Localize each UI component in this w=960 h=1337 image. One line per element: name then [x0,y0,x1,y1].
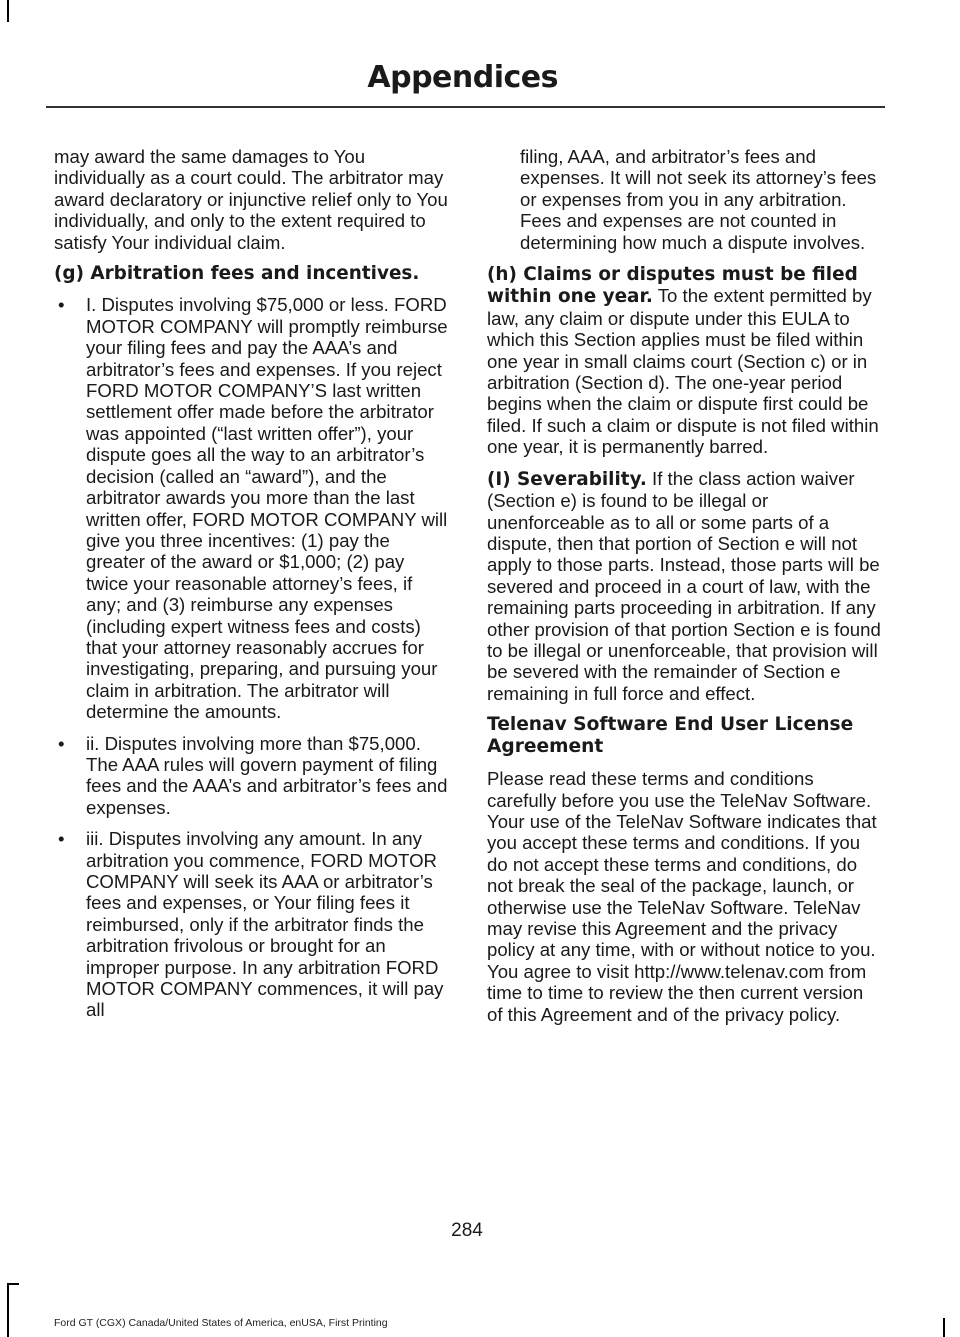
section-i-heading: (I) Severability. [487,468,647,490]
page-title: Appendices [367,60,558,95]
crop-mark-bottom-left [7,1283,9,1337]
list-item: • I. Disputes involving $75,000 or less. FORD MOTOR COMPANY will promptly reimburse your filing fees and pay the AAA’s and arbitrator’s fees and expenses. If you reject FORD MOTOR COMPANY’S last written settlement offer made before the arbitrator was appointed (“last written offer”), your dispute goes all the way to an arbitrator’s decision (called an “award”), and the arbitrator awards you more than the last written offer, FORD MOTOR COMPANY will give you three incentives: (1) pay the greater of the award or $1,000; (2) pay twice your reasonable attorney’s fees, if any; and (3) reimburse any expenses (including expert witness fees and costs) that your attorney reasonably accrues for investigating, preparing, and pursuing your claim in arbitration. The arbitrator will determine the amounts. [54,294,448,722]
intro-paragraph: may award the same damages to You individually as a court could. The arbitrator may award declaratory or injunctive relief only to You individually, and only to the extent required to satisfy Your individual claim. [54,146,448,253]
section-i-paragraph [487,468,881,704]
list-item: • ii. Disputes involving more than $75,000. The AAA rules will govern payment of filing fees and the AAA’s and arbitrator’s fees and expenses. [54,733,448,819]
section-h-paragraph [487,263,881,458]
section-h-heading: (h) Claims or disputes must be filed within one year. [487,264,858,308]
header-rule [46,106,885,108]
telenav-heading: Telenav Software End User License Agreement [487,714,854,758]
left-column [54,146,448,1031]
crop-mark-bottom-left-horizontal [7,1283,19,1285]
section-i-text: If the class action waiver (Section e) is found to be illegal or unenforceable as to all or some parts of a dispute, then that portion of Section e will not apply to those parts. Instead, those parts will be severed and proceed in a court of law, with the remaining parts proceeding in arbitration. If any other provision of that portion Section e is found to be illegal or unenforceable, that provision will be severed with the remainder of Section e remaining in full force and effect. [487,467,881,704]
section-g-heading: (g) Arbitration fees and incentives. [54,263,420,285]
right-column [487,146,881,1035]
section-h-text: To the extent permitted by law, any claim or dispute under this EULA to which this Section applies must be filed within one year in small claims court (Section c) or in arbitration (Section d). The one-year period begins when the claim or dispute first could be filed. If such a claim or dispute is not filed within one year, it is permanently barred. [487,285,879,458]
footer-text: Ford GT (CGX) Canada/United States of America, enUSA, First Printing [54,1317,388,1329]
crop-mark-top-left [7,0,9,22]
telenav-paragraph: Please read these terms and conditions carefully before you use the TeleNav Software. Your use of the TeleNav Software indicates that you accept these terms and conditions. If you do not accept these terms and conditions, do not break the seal of the package, launch, or otherwise use the TeleNav Software. TeleNav may revise this Agreement and the privacy policy at any time, with or without notice to you. You agree to visit http://www.telenav.com from time to time to review the then current version of this Agreement and of the privacy policy. [487,768,877,1025]
bullet-continuation: filing, AAA, and arbitrator’s fees and expenses. It will not seek its attorney’s fees or expenses from you in any arbitration. Fees and expenses are not counted in determining how much a dispute involves. [520,146,877,253]
fees-bullet-list [54,294,448,1020]
page-number: 284 [451,1220,483,1241]
list-item: • iii. Disputes involving any amount. In any arbitration you commence, FORD MOTOR COMPANY will seek its AAA or arbitrator’s fees and expenses, or Your filing fees it reimbursed, only if the arbitrator finds the arbitration frivolous or brought for an improper purpose. In any arbitration FORD MOTOR COMPANY commences, it will pay all [54,828,448,1021]
crop-mark-bottom-right [943,1318,945,1337]
